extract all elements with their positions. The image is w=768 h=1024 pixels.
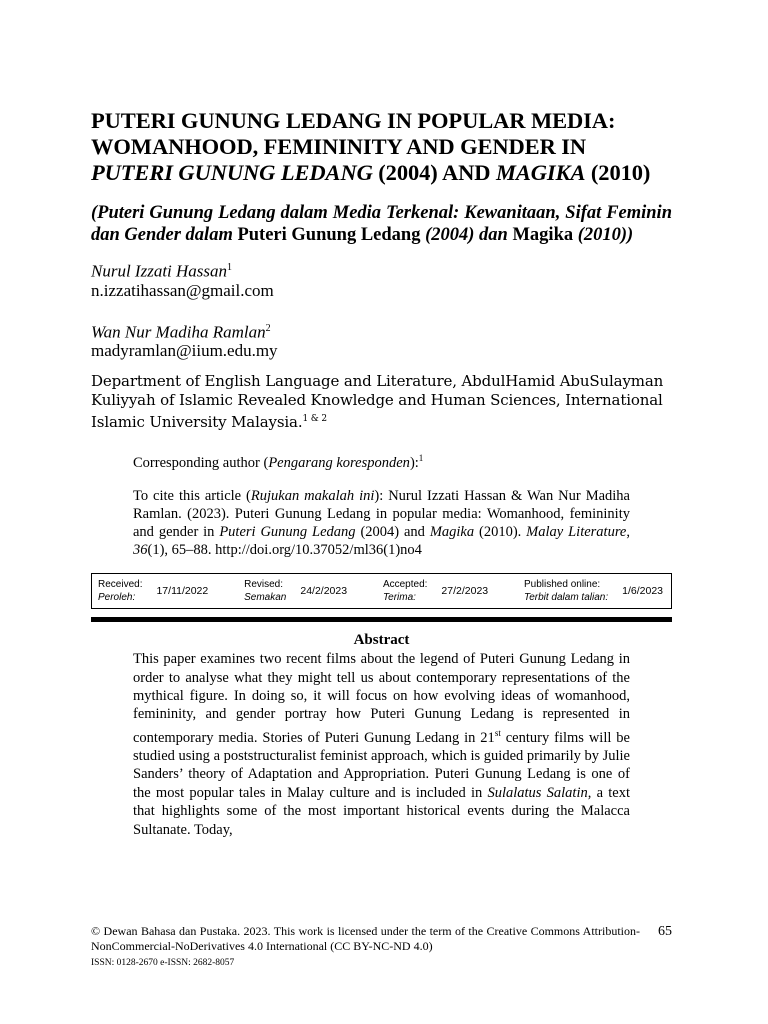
title-film-1: PUTERI GUNUNG LEDANG (91, 160, 373, 185)
cite-text: (2010). (474, 524, 527, 541)
title-text: PUTERI GUNUNG LEDANG IN POPULAR MEDIA: WOMANHOOD, FEMININITY AND GENDER IN (91, 108, 616, 159)
date-value: 27/2/2023 (441, 584, 489, 597)
affiliation-text: Department of English Language and Literature, AbdulHamid AbuSulayman Kuliyyah of Islamic Revealed Knowledge and Human Sciences, International Islamic University Malaysia. (91, 372, 664, 432)
cite-italic: Rujukan makalah ini (250, 488, 375, 505)
title-film-2: MAGIKA (495, 160, 586, 185)
section-divider (91, 617, 672, 622)
title-text-mid: (2004) AND (372, 160, 496, 185)
abstract-text: This paper examines two recent films about the legend of Puteri Gunung Ledang in order to analyse what they might tell us about contemporary representations of the mythical figure. In doing so, it will focus on how evolving ideas of womanhood, femininity, and gender portray how Puteri Gunung Ledang is represented in contemporary media. Stories of Puteri Gunung Ledang in 21 (133, 651, 630, 746)
author-name: Nurul Izzati Hassan (91, 261, 228, 281)
author-affiliation-mark: 2 (265, 322, 271, 334)
page-footer (91, 924, 672, 970)
subtitle-text-mid: (2004) dan (420, 225, 513, 245)
subtitle-text: (Puteri Gunung Ledang dalam Media Terkenal: Kewanitaan, Sifat Feminin dan Gender dalam (91, 203, 672, 245)
abstract-body (133, 650, 630, 839)
abstract-heading: Abstract (353, 632, 410, 649)
date-label: Revised: (244, 579, 284, 591)
page-number: 65 (658, 924, 672, 939)
cite-text: (2004) and (355, 524, 430, 541)
date-label-ms: Peroleh: (98, 592, 136, 604)
corr-mark: 1 (418, 453, 424, 464)
date-value: 17/11/2022 (156, 584, 209, 597)
date-value: 1/6/2023 (622, 584, 663, 597)
date-label-ms: Terbit dalam talian: (524, 592, 609, 604)
corr-text-end: ): (409, 455, 419, 472)
abstract-italic: Sulalatus Salatin (487, 784, 588, 801)
date-published (524, 578, 663, 604)
affiliation (91, 372, 672, 432)
date-value: 24/2/2023 (300, 584, 348, 597)
cite-italic: Magika (429, 524, 475, 541)
author-1 (91, 258, 672, 281)
author-2-email[interactable]: madyramlan@iium.edu.my (91, 341, 278, 361)
date-label: Received: (98, 579, 143, 591)
cite-journal: Malay Literature (526, 524, 627, 541)
title-text-end: (2010) (585, 160, 651, 185)
date-label-ms: Terima: (382, 592, 416, 604)
author-2 (91, 319, 672, 342)
cite-doi[interactable]: (1), 65–88. http://doi.org/10.37052/ml36(1)no4 (147, 542, 422, 559)
dates-box (91, 573, 672, 609)
abstract-text: century films will be studied using a poststructuralist feminist approach, which is guided primarily by Julie Sanders’ theory of Adaptation and Appropriation. Puteri Gunung Ledang is one of the most popular tales in Malay culture and is included in (133, 729, 630, 801)
article-subtitle (91, 202, 672, 246)
subtitle-text-end: (2010)) (573, 225, 634, 245)
article-title (91, 108, 672, 186)
affiliation-mark: 1 & 2 (302, 414, 327, 425)
license-note: © Dewan Bahasa dan Pustaka. 2023. This work is licensed under the term of the Creative Commons Attribution-NonCommercial-NoDerivatives 4.0 International (CC BY-NC-ND 4.0) (91, 924, 640, 953)
date-accepted (383, 578, 488, 604)
cite-text: ): Nurul Izzati Hassan & Wan Nur Madiha Ramlan. (2023). Puteri Gunung Ledang in popular media: Womanhood, femininity and gender in (133, 488, 630, 541)
cite-text: To cite this article ( (133, 488, 251, 505)
cite-italic: Puteri Gunung Ledang (219, 524, 356, 541)
date-label: Accepted: (382, 579, 428, 591)
date-revised (244, 578, 347, 604)
issn: ISSN: 0128-2670 e-ISSN: 2682-8057 (91, 958, 235, 968)
author-name: Wan Nur Madiha Ramlan (91, 322, 266, 342)
citation (133, 487, 630, 559)
subtitle-film-2: Magika (512, 225, 574, 245)
article-page (91, 108, 672, 839)
corr-text-ms: Pengarang koresponden (268, 455, 410, 472)
date-label-ms: Semakan (244, 592, 287, 604)
cite-volume: 36 (133, 542, 148, 559)
corr-text: Corresponding author ( (133, 455, 269, 472)
corresponding-author (133, 449, 630, 472)
cite-text: , (626, 524, 630, 541)
abstract-text: , a text that highlights some of the most important historical events during the Malacca Sultanate. Today, (133, 784, 630, 838)
subtitle-film-1: Puteri Gunung Ledang (237, 225, 421, 245)
date-received (98, 578, 208, 604)
author-affiliation-mark: 1 (227, 262, 233, 273)
ordinal-suffix: st (494, 727, 501, 738)
date-label: Published online: (524, 579, 601, 591)
author-1-email[interactable]: n.izzatihassan@gmail.com (91, 280, 274, 300)
